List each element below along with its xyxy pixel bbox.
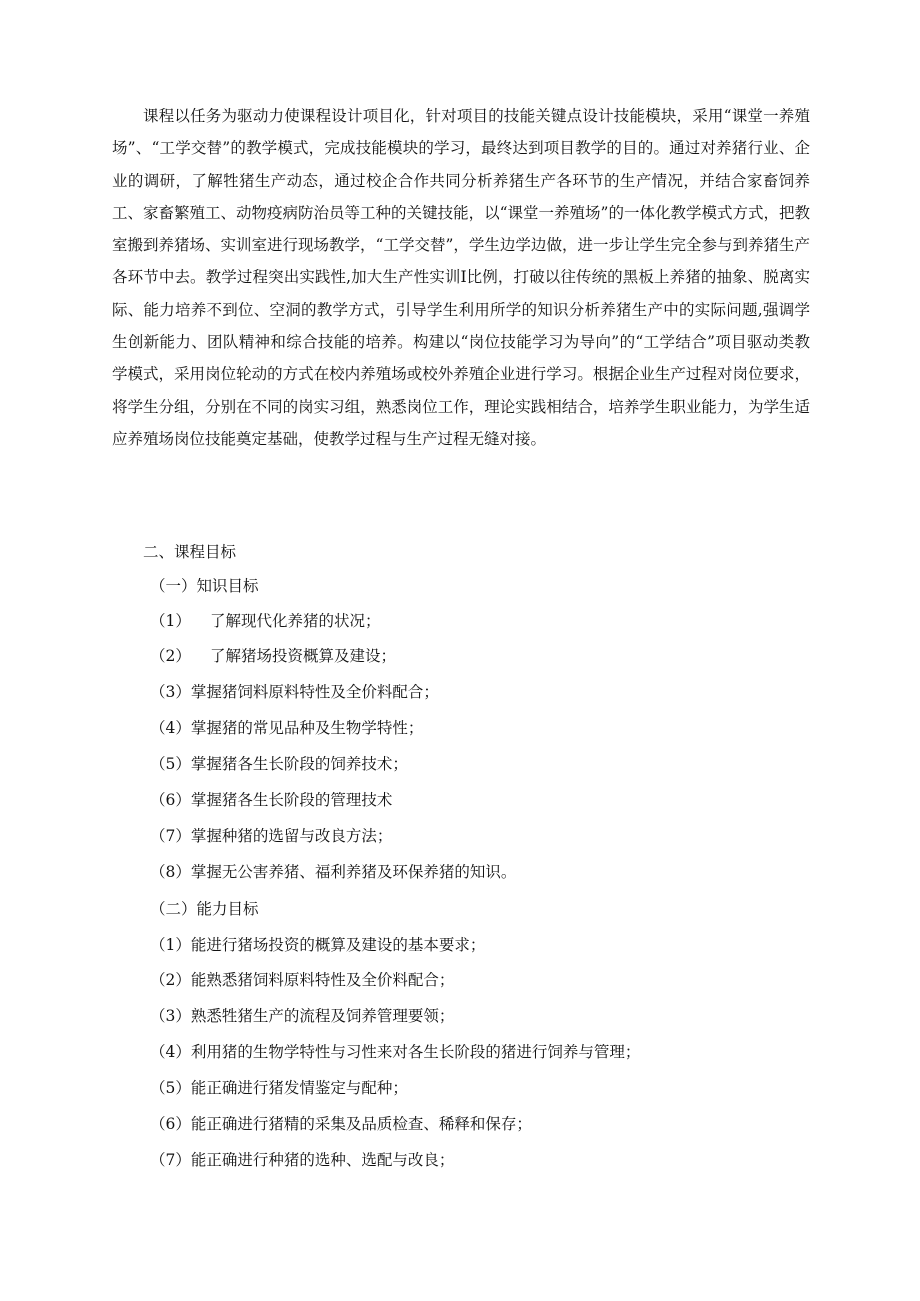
list-item: [150, 933, 485, 955]
list-item-number: （6）: [150, 791, 191, 809]
list-item-text: 熟悉牲猪生产的流程及饲养管理要领；: [190, 1007, 455, 1025]
list-item-text: 掌握猪的常见品种及生物学特性；: [190, 719, 424, 737]
list-item-text: 利用猪的生物学特性与习性来对各生长阶段的猪进行饲养与管理；: [190, 1043, 641, 1061]
list-item-number: （4）: [150, 719, 191, 737]
list-item-text: 了解猪场投资概算及建设；: [210, 647, 397, 665]
list-item: [150, 680, 439, 702]
list-item-number: （3）: [150, 683, 191, 701]
list-item-number: （7）: [150, 827, 191, 845]
list-item: [150, 788, 392, 810]
list-item: [150, 644, 396, 666]
list-item: [150, 609, 381, 631]
list-item: [150, 1076, 408, 1098]
list-item-number: （5）: [150, 755, 191, 773]
list-item-text: 掌握无公害养猪、福利养猪及环保养猪的知识。: [190, 863, 517, 881]
list-item-text: 能正确进行种猪的选种、选配与改良；: [190, 1151, 455, 1169]
intro-paragraph: 课程以任务为驱动力使课程设计项目化，针对项目的技能关键点设计技能模块，采用“课堂一养殖场”、“工学交替”的教学模式，完成技能模块的学习，最终达到项目教学的目的。通过对养猪行业、企业的调研，了解牲猪生产动态，通过校企合作共同分析养猪生产各环节的生产情况，并结合家畜饲养工、家畜繁殖工、动物疫病防治员等工种的关键技能，以“课堂一养殖场”的一体化教学模式方式，把教室搬到养猪场、实训室进行现场教学，“工学交替”，学生边学边做，进一步让学生完全参与到养猪生产各环节中去。教学过程突出实践性,加大生产性实训Ⅰ比例，打破以往传统的黑板上养猪的抽象、脱离实际、能力培养不到位、空洞的教学方式，引导学生利用所学的知识分析养猪生产中的实际问题,强调学生创新能力、团队精神和综合技能的培养。构建以“岗位技能学习为导向”的“工学结合”项目驱动类教学模式，采用岗位轮动的方式在校内养殖场或校外养殖企业进行学习。根据企业生产过程对岗位要求，将学生分组，分别在不同的岗实习组，熟悉岗位工作，理论实践相结合，培养学生职业能力，为学生适应养殖场岗位技能奠定基础，使教学过程与生产过程无缝对接。: [112, 107, 810, 448]
list-item-text: 掌握猪饲料原料特性及全价料配合；: [190, 683, 439, 701]
list-item: [150, 968, 454, 990]
list-item-number: （7）: [150, 1151, 191, 1169]
list-item: [150, 1040, 640, 1062]
ability-heading: （二）能力目标: [150, 900, 259, 918]
list-item-text: 能熟悉猪饲料原料特性及全价料配合；: [190, 971, 455, 989]
list-item-number: （1）: [150, 612, 191, 630]
list-item-text: 能正确进行猪精的采集及品质检查、稀释和保存；: [190, 1115, 532, 1133]
list-item-number: （8）: [150, 863, 191, 881]
list-item-text: 能进行猪场投资的概算及建设的基本要求；: [190, 936, 486, 954]
list-item-number: （5）: [150, 1079, 191, 1097]
list-item: [150, 716, 423, 738]
list-item-text: 了解现代化养猪的状况；: [210, 612, 381, 630]
section-heading: 二、课程目标: [143, 543, 237, 561]
list-item: [150, 824, 392, 846]
knowledge-heading: （一）知识目标: [150, 577, 259, 595]
list-item-text: 能正确进行猪发情鉴定与配种；: [190, 1079, 408, 1097]
list-item-number: （4）: [150, 1043, 191, 1061]
list-item: [150, 1112, 532, 1134]
list-item: [150, 752, 408, 774]
list-item-number: （6）: [150, 1115, 191, 1133]
list-item-number: （3）: [150, 1007, 191, 1025]
list-item-text: 掌握猪各生长阶段的管理技术: [190, 791, 393, 809]
list-item-number: （2）: [150, 971, 191, 989]
list-item-number: （1）: [150, 936, 191, 954]
list-item-text: 掌握种猪的选留与改良方法；: [190, 827, 393, 845]
list-item: [150, 1004, 454, 1026]
list-item-number: （2）: [150, 647, 191, 665]
list-item: [150, 1148, 454, 1170]
list-item-text: 掌握猪各生长阶段的饲养技术；: [190, 755, 408, 773]
list-item: [150, 860, 516, 882]
